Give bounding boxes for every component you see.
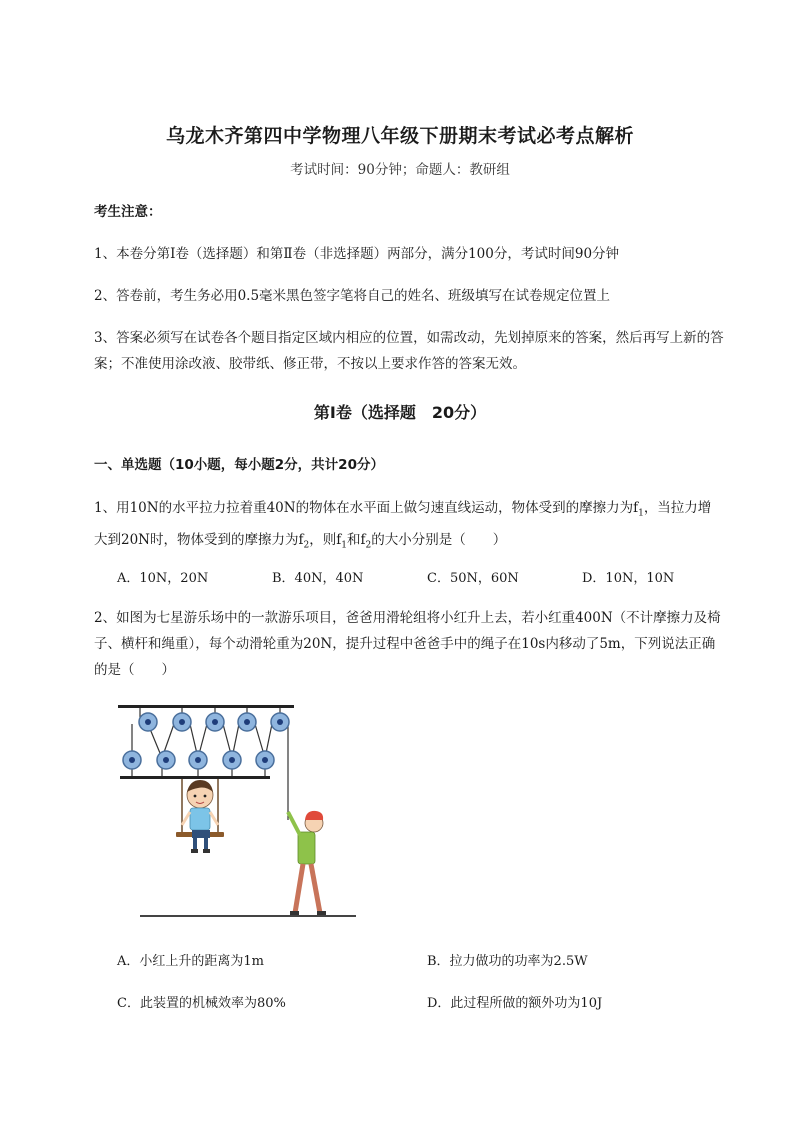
option-d[interactable]: D．此过程所做的额外功为10J xyxy=(427,996,603,1011)
notice-heading: 考生注意： xyxy=(94,204,162,220)
page-title: 乌龙木齐第四中学物理八年级下册期末考试必考点解析 xyxy=(165,125,634,147)
part-heading: 一、单选题（10小题，每小题2分，共计20分） xyxy=(94,457,384,473)
option-c[interactable]: C．此装置的机械效率为80% xyxy=(117,996,286,1011)
notice-item: 2、答卷前，考生务必用0.5毫米黑色签字笔将自己的姓名、班级填写在试卷规定位置上 xyxy=(94,288,611,304)
page-subtitle: 考试时间：90分钟；命题人：教研组 xyxy=(290,162,510,178)
question-1: 1、用10N的水平拉力拉着重40N的物体在水平面上做匀速直线运动，物体受到的摩擦力为$f_1$，当拉力增大到20N时，物体受到的摩擦力为$f_2$，则$f_1$和$f_2$的大小分别是（ ） xyxy=(94,500,712,551)
option-b[interactable]: B．40N，40N xyxy=(272,571,364,586)
option-a[interactable]: A．10N，20N xyxy=(117,571,209,586)
notice-item: 3、答案必须写在试卷各个题目指定区域内相应的位置，如需改动，先划掉原来的答案，然后再写上新的答案；不准使用涂改液、胶带纸、修正带，不按以上要求作答的答案无效。 xyxy=(94,330,724,372)
section-title: 第I卷（选择题 20分） xyxy=(313,403,487,422)
option-a[interactable]: A．小红上升的距离为1m xyxy=(117,954,264,969)
question-2-options-row-2 xyxy=(117,992,737,1011)
question-2: 2、如图为七星游乐场中的一款游乐项目，爸爸用滑轮组将小红升上去，若小红重400N（不计摩擦力及椅子、横杆和绳重），每个动滑轮重为20N，提升过程中爸爸手中的绳子在10s内移动了5m，下列说法正确的是（ ） xyxy=(94,610,721,678)
option-d[interactable]: D．10N，10N xyxy=(582,571,675,586)
question-2-options-row-1 xyxy=(117,950,737,969)
notice-item: 1、本卷分第I卷（选择题）和第Ⅱ卷（非选择题）两部分，满分100分，考试时间90分钟 xyxy=(94,246,620,262)
option-c[interactable]: C．50N，60N xyxy=(427,571,519,586)
pulley-illustration xyxy=(110,700,370,925)
option-b[interactable]: B．拉力做功的功率为2.5W xyxy=(427,954,588,969)
question-1-options xyxy=(117,567,737,586)
